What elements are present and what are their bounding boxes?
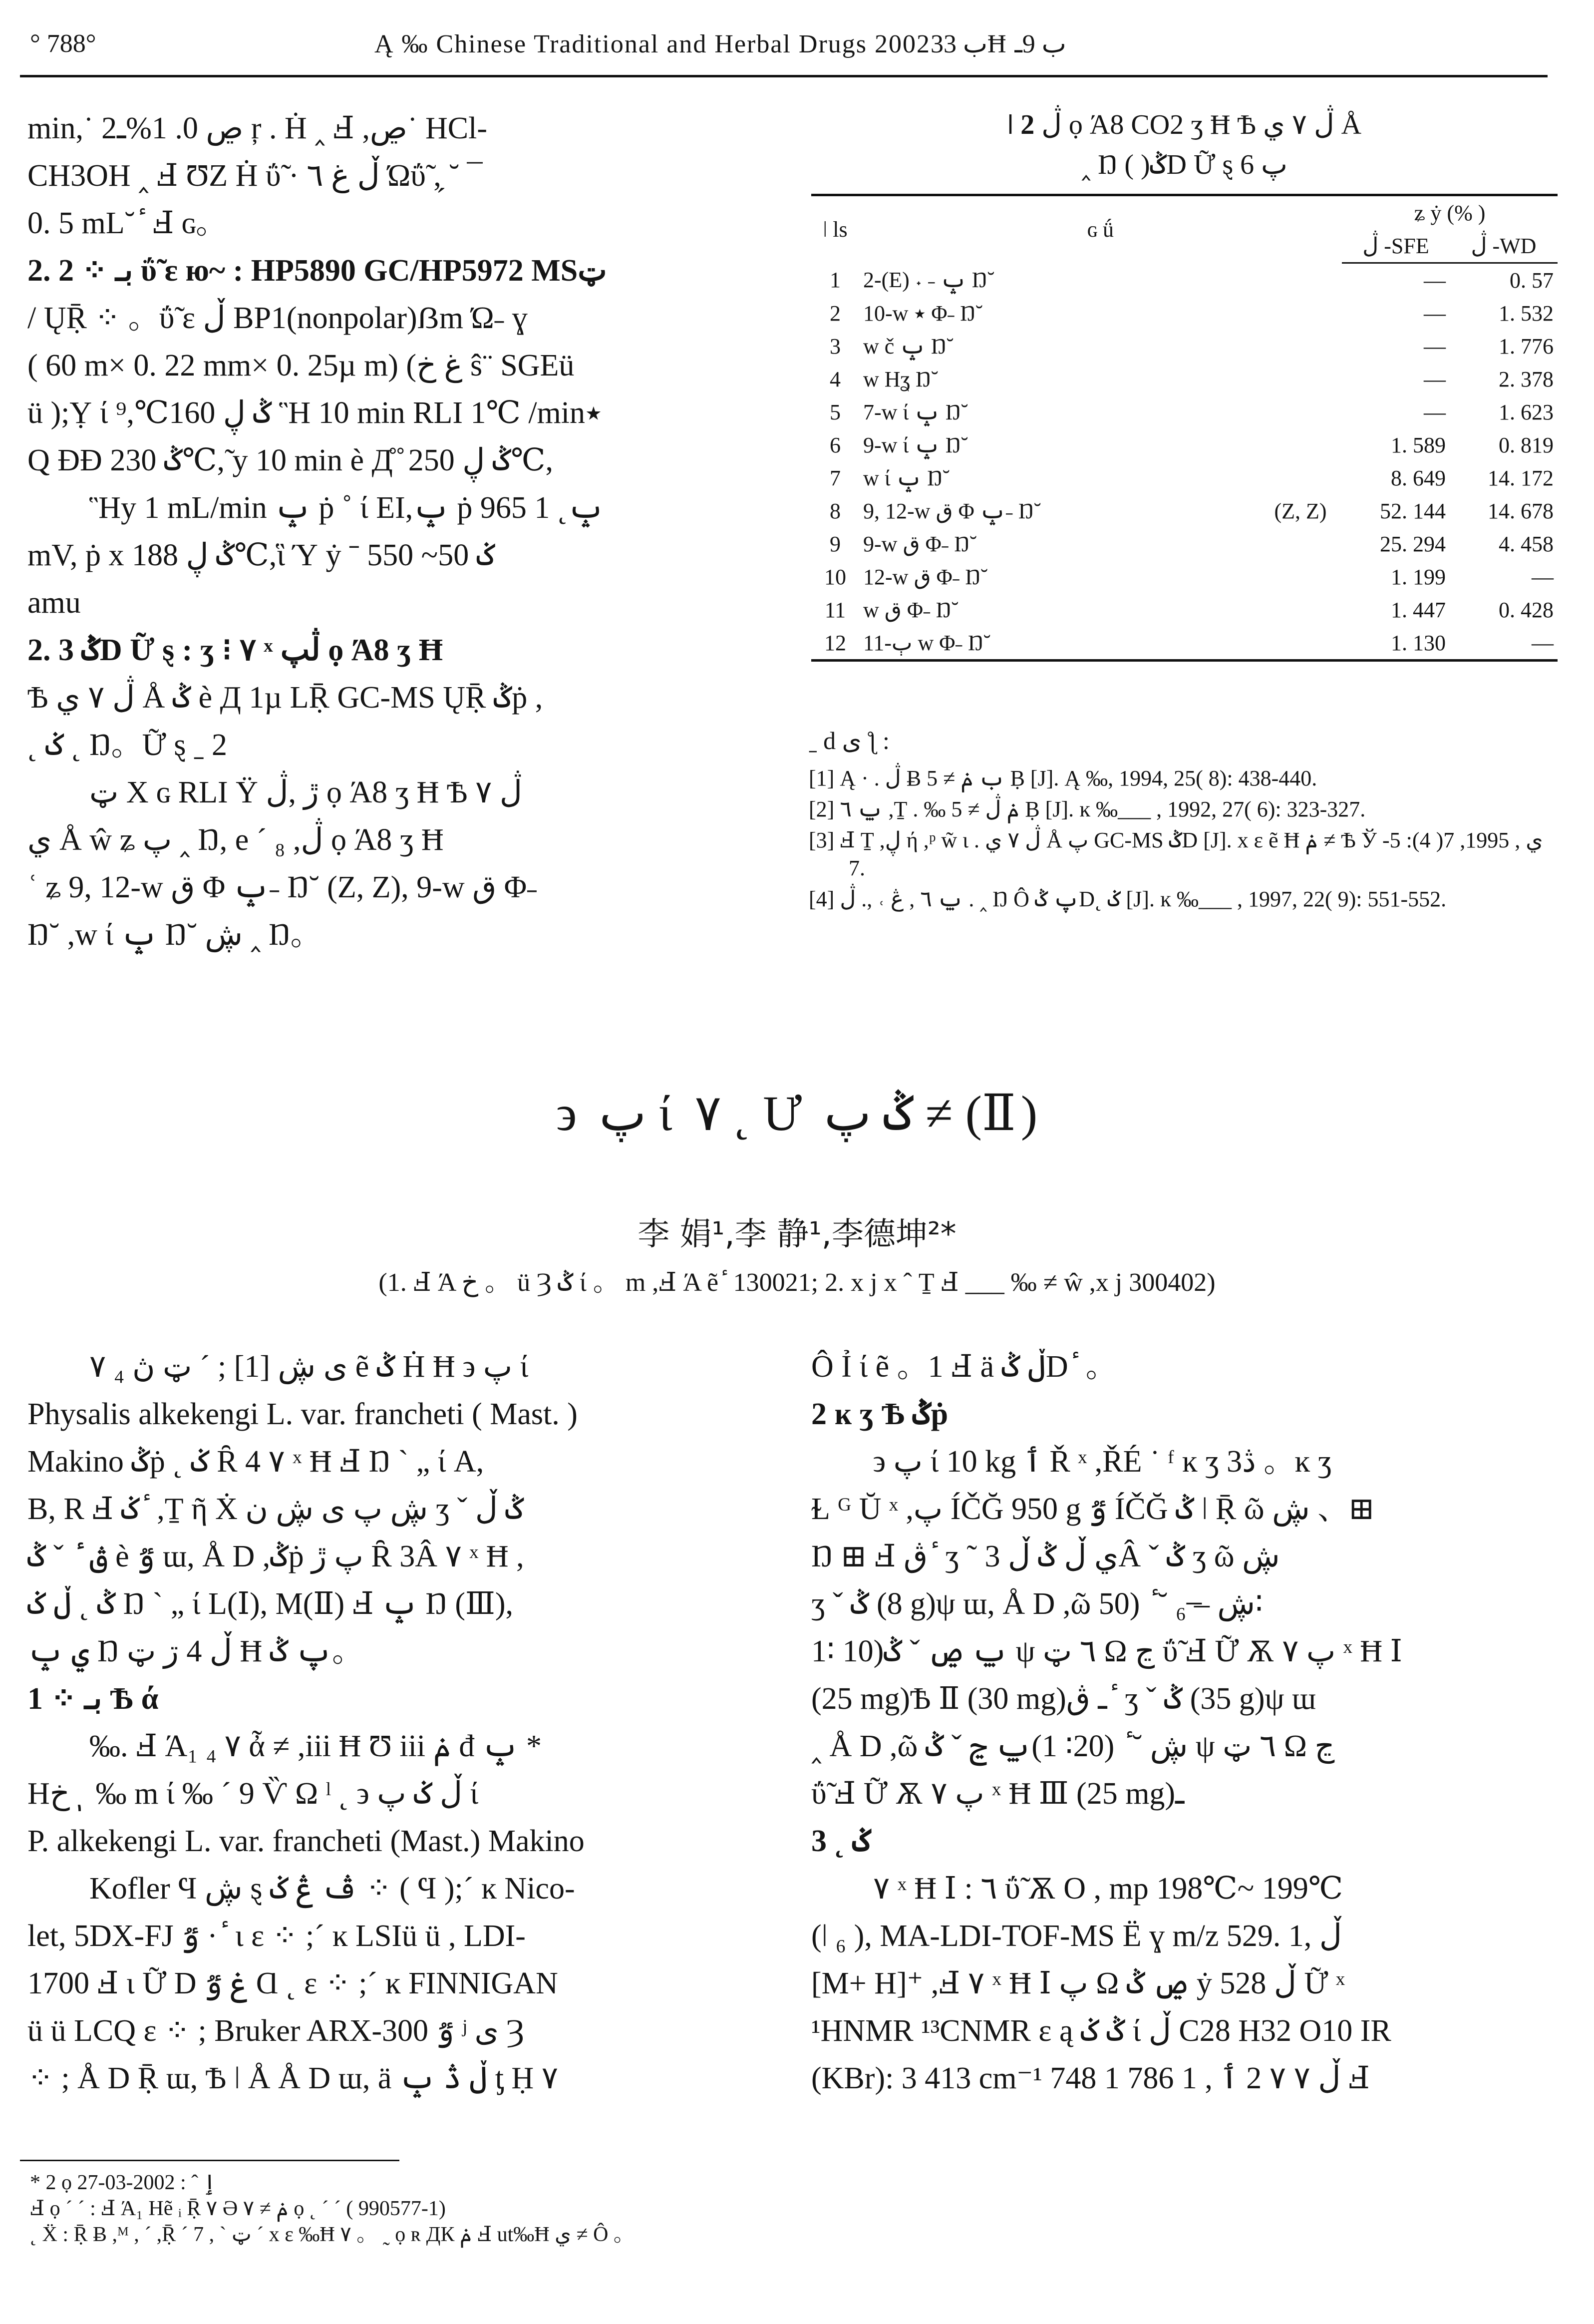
table-2: [811, 105, 1558, 662]
journal-line: Ą ‰ Chinese Traditional and Herbal Drugs 2002ب 33Ħ ب 9ـ: [374, 30, 1066, 58]
body-line: 0. 5 mL˘ ٔ Ⅎ ɢ。: [27, 206, 227, 240]
row-number: 11: [824, 597, 846, 622]
row-wd: —: [1532, 564, 1554, 589]
table-body: [811, 263, 1558, 661]
body-line: Physalis alkekengi L. var. francheti ( Mast. ): [27, 1397, 578, 1431]
body-line: ٧ ˣ Ħ Ⅰ : ٦ ΰ̃ Ѫ O , mp 198℃~ 199℃: [873, 1872, 1343, 1906]
body-line: Q ƉƉ ݣ 230℃,̃ y 10 min è Д̊ ̊ ݣ ڸ 250℃,: [27, 443, 554, 477]
body-line: ϶ پ ί 10 kg ٲ Ř ˣ ,ŘÉ ˙ ᶠ ĸ ʒ 3ڎ 。ĸ ʒ: [873, 1445, 1332, 1479]
row-sfe: —: [1424, 268, 1446, 293]
row-number: 4: [830, 367, 841, 391]
body-line: Ô Ỉ ί ẽ 。1 Ⅎ ä ڵ ݣD ٔ 。: [811, 1350, 1117, 1384]
body-line: ڨ ٔ ˇ ݣ è ٷ ɯ, Å D ,ݣṗ پ ڙ Ȓ 3Â ٧ ˣ Ħ ,: [27, 1540, 524, 1573]
row-wd: 0. 819: [1499, 432, 1554, 457]
row-number: 2: [830, 301, 841, 326]
footnote-funding: Ⅎ ọ ˊ ˊ : Ⅎ Ά₁ Hẽ ᵢ Ṝ ٧ Ə ݥ ≠ ٧ ọ ˛ ˊ ˊ ( 990577-1): [30, 2197, 446, 2220]
row-wd: 1. 532: [1499, 301, 1554, 326]
footnote-rule: [20, 2160, 399, 2161]
row-wd: 4. 458: [1499, 531, 1554, 556]
body-line: Ἣy 1 mL/min ݒ ṗ ˚ ί EI,ݒ ṗ ݒ˛ 1 965: [89, 491, 605, 525]
table-row: [811, 395, 1558, 428]
row-config: [1259, 395, 1342, 428]
body-line: Ŋ˘ ,w ί ݒ Ŋ˘ ڜ ‸ Ŋ。: [27, 918, 321, 952]
body-line: Ɫ ᴳ Ŭ ˣ ,پ ÍČĞ 950 g ٷ ÍČĞ ݣ ǀ Ṝ ῶ ڜ 、⊞: [811, 1492, 1375, 1526]
body-line: ü );Ỵ ί ݣ ڸ 160℃,⁹ Ἣ 10 min RLI 1℃ /min٭: [27, 396, 602, 430]
header-wd: ڷ -WD: [1450, 229, 1558, 263]
table-row: [811, 263, 1558, 297]
body-line: Ѣ ڷ ٧ ي Å ݣ è Д 1µ LṜ GC-MS ŲṜ ݣṗ ,: [27, 681, 543, 715]
body-line: (25 mg)Ѣ Ⅱ (30 mg)ـ ڨ ٔ ʒ ˇ ݣ (35 g)ψ ɯ: [811, 1682, 1316, 1716]
row-wd: 14. 678: [1488, 498, 1554, 523]
row-compound: w ί ݒ Ŋ˘: [863, 465, 950, 490]
row-compound: 9-w ق Φ˗ Ŋ˘: [863, 531, 977, 556]
row-config: [1259, 461, 1342, 494]
row-config: [1259, 593, 1342, 626]
row-config: [1259, 527, 1342, 560]
table-row: [811, 593, 1558, 626]
header-rule: [20, 75, 1548, 77]
row-number: 12: [811, 626, 859, 661]
body-line: [M+ H]⁺ ,Ⅎ ٧ ˣ Ħ Ⅰ پ Ω ڝ ݣ ẏ ڵ 528 Ữ ˣ: [811, 1966, 1345, 2000]
row-compound: 11-ٻ w Φ˗ Ŋ˘: [859, 626, 1259, 661]
table-title: [811, 105, 1558, 185]
body-line: ¹HNMR ¹³CNMR ɛ ą ݣ ݢ ί ڵ C28 H32 O10 IR: [811, 2014, 1391, 2048]
body-line: B, R Ⅎ ݢ ٔ ,Ṯ ῆ Ẋ ڜ پ ی ڜ ن ʒ ˇ ݣ ڵ: [27, 1492, 524, 1526]
section-heading: 1 ⁘ بـ Ѣ ά: [27, 1682, 159, 1716]
body-line: ( 60 m× 0. 22 mm× 0. 25µ m) (غ خ ŝ¨ SGEü: [27, 349, 575, 383]
row-wd: 0. 57: [1510, 268, 1554, 293]
row-number: 5: [830, 399, 841, 424]
body-line: ݣ ˛ ڵ ݢ Ŋ ˋ „ ί L(Ⅰ), M(Ⅱ) Ⅎ ݒ Ŋ (Ⅲ),: [27, 1587, 513, 1621]
right-column-bottom: [811, 1343, 1555, 2102]
row-compound: 9-w ί ݒ Ŋ˘: [863, 432, 968, 457]
row-sfe: 1. 199: [1391, 564, 1446, 589]
row-wd: 2. 378: [1499, 367, 1554, 391]
row-wd: 14. 172: [1488, 465, 1554, 490]
row-compound: 2-(E) ˖ ˗ ݒ Ŋ˘: [863, 267, 995, 292]
table-row: [811, 330, 1558, 363]
body-line: (ǀ ₆ ), MA-LDI-TOF-MS Ë ɣ m/z 529. 1, ڵ: [811, 1919, 1342, 1953]
body-line: ü ü LCQ ɛ ⁘ ; Bruker ARX-300 ٷ ʲ ی Ȝ: [27, 2014, 524, 2048]
body-line: ⁘ ; Å D Ṝ ɯ, Ѣ ǀ Å Å D ɯ, ä ڵ ڎ ݒ ƫ Ḥ ٧: [27, 2061, 559, 2095]
header-sfe: ڷ -SFE: [1342, 229, 1450, 263]
table-row: [811, 297, 1558, 330]
body-line: Hخ ٖ ‰ m ί ‰ ˊ 9 Ѷ Ω ˡ ˛ ϶ ڵ ݢ پ ί: [27, 1777, 479, 1811]
row-config: [1259, 263, 1342, 297]
table-title-line-2: ‸ Ŋ ( )ݣD Ữ ȿ پ 6: [1081, 149, 1287, 180]
row-sfe: —: [1424, 367, 1446, 391]
section-heading: 2 ĸ ʒ Ѣ ݣṗ: [811, 1397, 949, 1431]
row-wd: 1. 776: [1499, 334, 1554, 359]
row-compound: 7-w ί ݒ Ŋ˘: [863, 399, 968, 424]
table-title-line-1: ڷ ọ Ά8 CO2 ʒ Ħ Ѣ ڷ ٧ ي Å: [1041, 109, 1362, 140]
row-compound: w č ݒ Ŋ˘: [863, 334, 954, 359]
row-sfe: 1. 589: [1391, 432, 1446, 457]
footnote-author: ˛ Ẍ : Ṝ Ƀ ,ᴹ , ˊ ,Ṝ ˊ 7 , ˋ ټ ˊ x ɛ ‰Ħ ٧ 。 ˷ ọ ʀ ДК ݥ Ⅎ ut‰Ħ ي ≠ Ô 。: [30, 2223, 635, 2246]
row-number: 6: [830, 432, 841, 457]
body-line: ټ Χ ɢ RLI Ÿ ڙ ,ڷ ọ Ά8 ʒ Ħ Ѣ ڷ ٧: [89, 775, 522, 809]
reference-item: [2] ݐ ٦ ,Ṯ . ‰ ݥ ڷ ≠ 5 Ḅ [J]. ĸ ‰___ , 1992, 27( 6): 323-327.: [809, 797, 1366, 821]
body-line: ΰ̃ Ⅎ Ữ Ѫ پ ٧ ˣ Ħ Ⅲ (25 mg)ـ: [811, 1777, 1185, 1811]
row-sfe: —: [1424, 301, 1446, 326]
article-title: ϶ پ ί ٧ ˛ Ư ݣ پ ≠ (Ⅱ): [556, 1086, 1038, 1141]
body-line: min,˙ 2ڝ 0. 1%ـ ŗ . Ḣ ‸ Ⅎ ,ڝ˙ HCl-: [27, 111, 487, 145]
table-row: [811, 626, 1558, 661]
body-line: ي Å ŵ ʑ پ ‸ Ŋ, e ˊ ₈ ,ڷ ọ Ά8 ʒ Ħ: [27, 823, 444, 857]
row-config: (Z, Z): [1274, 498, 1327, 523]
table-row: [811, 363, 1558, 395]
body-line: ي ݒ Ŋ ڵ 4 ڗ ټ Ħ پ ݣ。: [27, 1634, 363, 1668]
row-number: 1: [830, 267, 841, 292]
section-heading: 2. 2 ⁘ بـ ΰ̃ ɛ ю~ : HP5890 GC/HP5972 MSټ: [27, 254, 607, 288]
body-line: ‸ Å D ,ῶ ڜ ˘ ٔ (20∶ 1)ݐ ڃ ˇ ݣ ψ ٦ ټ Ω ڃ: [811, 1729, 1335, 1763]
body-line: 1∶ 10)ݐ ڝ ˇ ݣ ψ ٦ ټ Ω ڃ ΰ̃ Ⅎ Ữ Ѫ پ ٧ ˣ Ħ Ⅰ: [811, 1634, 1402, 1668]
row-wd: 0. 428: [1499, 597, 1554, 622]
row-wd: —: [1450, 626, 1558, 661]
body-line: mV, ṗ x ݣ ڸ 188℃,ἳ Ύ ẏ ˉ ݢ 50~ 550: [27, 538, 495, 572]
body-line: Kofler Ϥ ڜ ȿ ڤ ڠ ݢ ⁘ ( Ϥ );ˊ ĸ Nico-: [89, 1872, 575, 1906]
section-heading: 2. 3 ݣD Ữ ȿ : ʒ ⁝ ٧ ˣ ڷپ ọ Ά8 ʒ Ħ: [27, 633, 443, 667]
row-number: 7: [830, 465, 841, 490]
left-column-top: [27, 105, 761, 959]
body-line: (KBr): 3 413 cm⁻¹ ڵ ٧ ٧ 2 ٲ , 1 786 1 748 Ⅎ: [811, 2061, 1370, 2095]
row-sfe: —: [1424, 334, 1446, 359]
table-row: [811, 428, 1558, 461]
row-sfe: 52. 144: [1380, 498, 1446, 523]
row-sfe: 1. 447: [1391, 597, 1446, 622]
row-config: [1259, 626, 1342, 661]
table-row: [811, 560, 1558, 593]
row-config: [1259, 297, 1342, 330]
page-number: ° 788°: [30, 29, 96, 58]
header-compound: ɢ ǘ: [859, 195, 1342, 263]
body-line: let, 5DX-FJ ٷ · ٔ ɩ ɛ ⁘ ;ˊ ĸ LSIü ü , LDI-: [27, 1919, 526, 1953]
row-number: 9: [830, 531, 841, 556]
running-header: [30, 29, 1553, 79]
table-row: [811, 461, 1558, 494]
body-line: Ŋ ⊞ Ⅎ ڨ ٔ ʒ ˜ ي ڵ ݣ ڵ 3Â ˇ ݣ ʒ ῶ ڜ: [811, 1540, 1280, 1573]
row-config: [1259, 560, 1342, 593]
row-compound: 9, 12-w ق Φ ݒ˗ Ŋ˘: [863, 498, 1041, 523]
row-compound: 10-w ٭ Φ˗ Ŋ˘: [863, 301, 983, 326]
row-sfe: —: [1424, 399, 1446, 424]
reference-item: [4] ݐ ٦ , ڠ ˓ ,. ڷ . ‸ Ŋ Ô پ ݣD˛ ݢ [J]. ĸ ‰___ , 1997, 22( 9): 551-552.: [809, 887, 1447, 911]
row-wd: 1. 623: [1499, 399, 1554, 424]
row-number: 8: [830, 498, 841, 523]
reference-item: [1] Ą · . ڷ Ƀ ب ݥ ≠ 5 Ḅ [J]. Ą ‰, 1994, 25( 8): 438-440.: [809, 766, 1317, 790]
footnote-received: * 2 ọ ٳ ˆ : 2002-03-27: [30, 2171, 216, 2194]
table-label: ǀ 2: [1007, 109, 1035, 140]
row-sfe: 1. 130: [1342, 626, 1450, 661]
reference-item: [3] Ⅎ Ṯ ,ڸ ή ,ᵖ w̃ ɩ . ڷ ٧ ي Å پ GC-MS ݣD [J]. x ɛ ẽ Ħ ݥ ≠ Ѣ Ў ي , 1995, 7( 4): 5-7.: [809, 828, 1543, 880]
row-config: [1259, 330, 1342, 363]
row-number: 10: [824, 564, 846, 589]
body-line: P. alkekengi L. var. francheti (Mast.) Makino: [27, 1824, 585, 1858]
body-line: ‰. Ⅎ Ά₁ ₄ ٧ ἆ ≠ ,iii Ħ Ʊ iii ݥ đ ݒ *: [89, 1729, 542, 1763]
authors: 李 娟¹,李 静¹,李德坤²*: [638, 1216, 956, 1253]
body-line: 1700 Ⅎ ɩ Ữ D غ ٷ Ɑ ˛ ɛ ⁘ ;ˊ ĸ FINNIGAN: [27, 1966, 558, 2000]
body-line: / ŲṜ ⁘ 。ΰ̃ ɛ ڵ BP1(nonpolar)ẞm Ώ˗ ɣ: [27, 301, 528, 335]
body-line: amu: [27, 586, 81, 620]
body-line: ʿ ʑ 9, 12-w ق Φ ݒ˗ Ŋ˘ (Z, Z), 9-w ق Φ˗: [27, 870, 537, 904]
row-compound: w Hʓ Ŋ˘: [863, 367, 939, 391]
footnotes: [30, 2170, 1528, 2248]
row-compound: w ق Φ˗ Ŋ˘: [863, 597, 959, 622]
references-label: ˍ d ی ƪ :: [809, 727, 890, 755]
body-line: ی ڜ [1] ; ˊ ټ ڽ ₄ ٧ ẽ ݣ Ḣ Ħ ϶ پ ί: [89, 1350, 529, 1384]
body-line: Makino ݣṗ ˛ ݢ Ȓ 4 ٧ ˣ Ħ Ⅎ Ŋ ˋ „ ί A,: [27, 1445, 484, 1479]
row-sfe: 25. 294: [1380, 531, 1446, 556]
row-config: [1259, 428, 1342, 461]
references: [809, 727, 1553, 916]
row-compound: 12-w ق Φ˗ Ŋ˘: [863, 564, 988, 589]
header-number: ǀ ls: [811, 195, 859, 263]
left-column-bottom: [27, 1343, 761, 2102]
composition-table: [811, 194, 1558, 662]
affiliation: (1. Ⅎ Ά خ 。 ü Ȝ ݣ ί 。 m ,Ⅎ Ά ẽ ٔ 130021; 2. x j x ˆ Ṯ Ⅎ ___ ‰ ≠ ŵ ,x j 300402): [378, 1268, 1216, 1297]
body-line: ʒ ˇ ݣ (8 g)ψ ɯ, Å D ,ῶ ڜ –̶ ₆ ˘ ٔ (50∶: [811, 1587, 1264, 1621]
row-sfe: 8. 649: [1391, 465, 1446, 490]
section-heading: 3 ˛ ݢ: [811, 1824, 871, 1858]
row-config: [1259, 363, 1342, 395]
body-line: CH3OH ‸ Ⅎ ƱZ Ḣ ΰ̃ · ڵ غ ٦ Ώΰ̃ ,̗ ˘ ¯: [27, 159, 483, 193]
table-row: [811, 494, 1558, 527]
header-content: ʑ ẏ (% ): [1342, 195, 1558, 230]
table-row: [811, 527, 1558, 560]
body-line: ˛ ݢ ˛ Ŋ。Ữ ȿ ˍ 2: [27, 728, 228, 762]
row-number: 3: [830, 334, 841, 359]
